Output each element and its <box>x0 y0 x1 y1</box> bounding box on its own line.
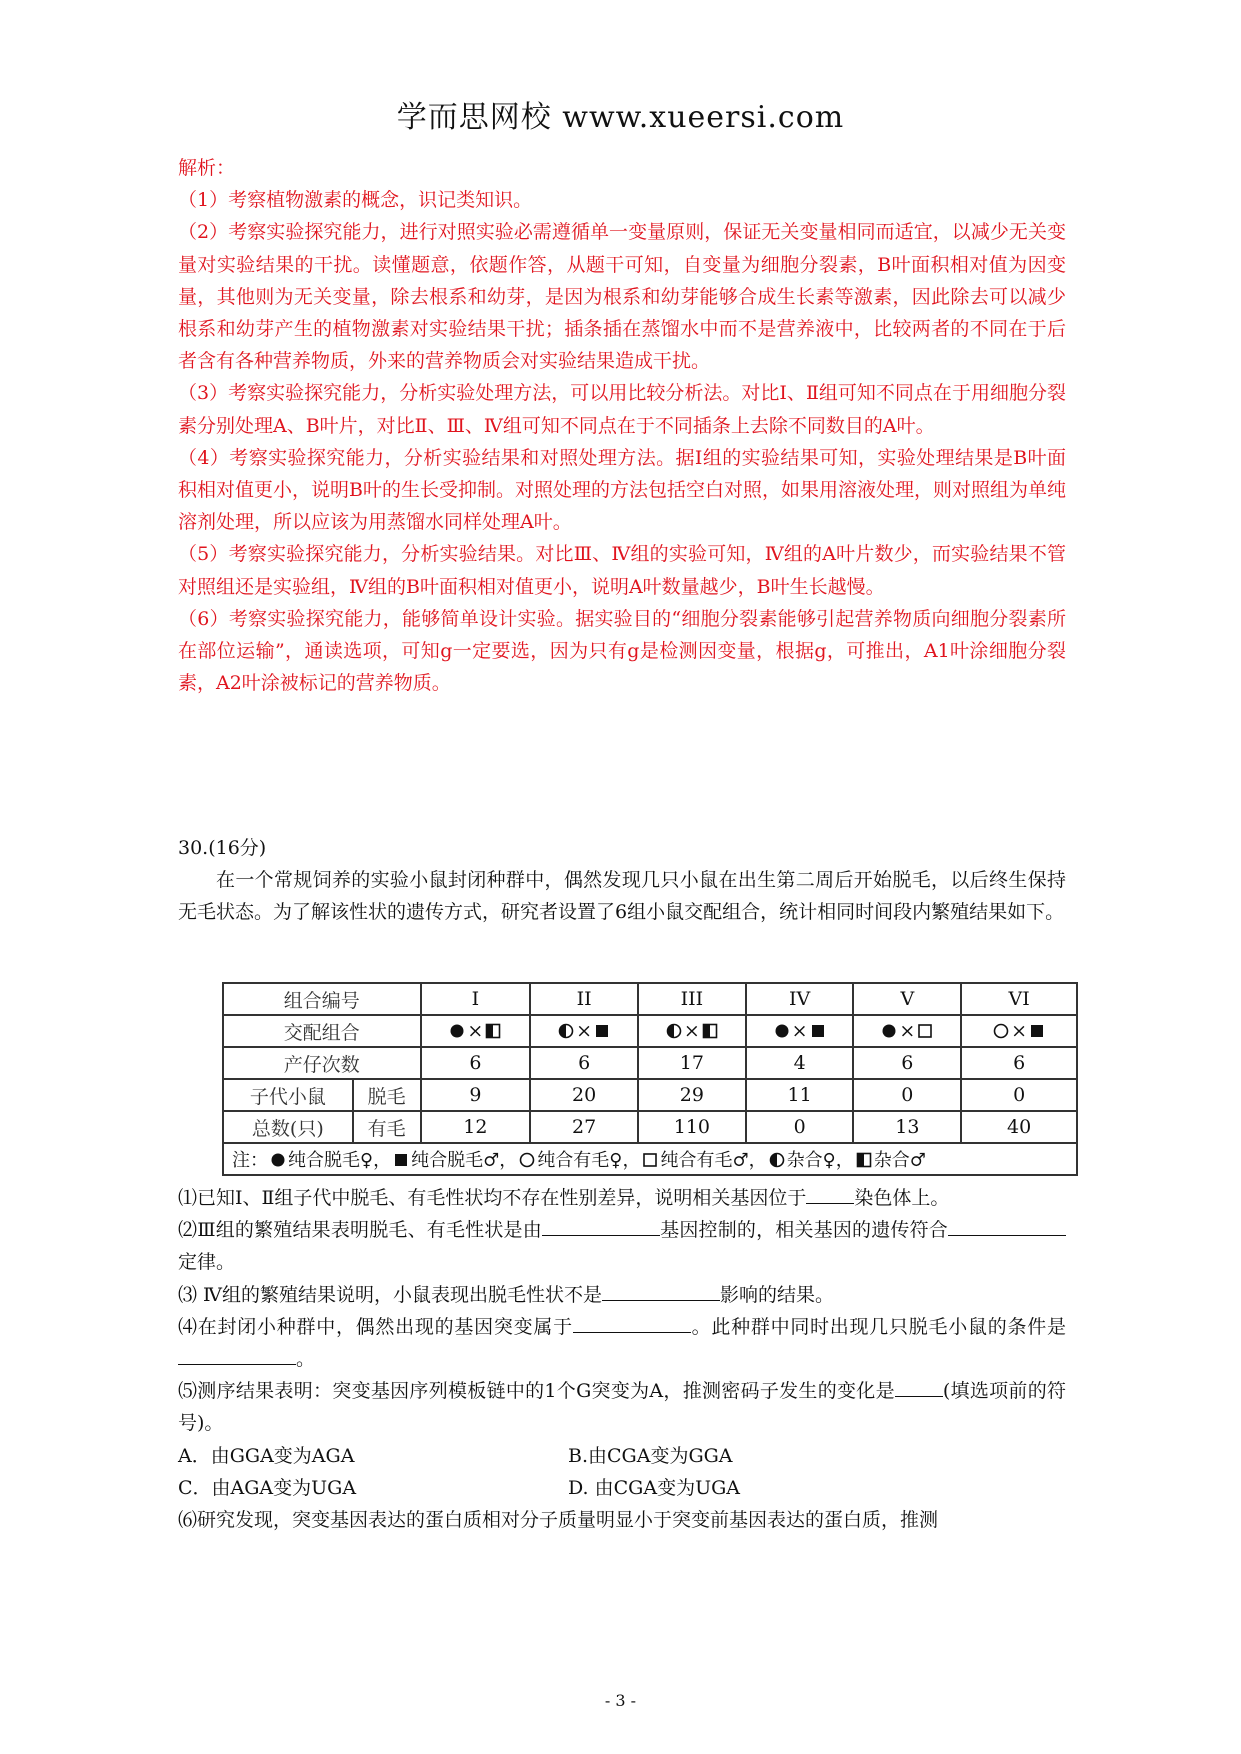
hairless-cell: 20 <box>530 1079 638 1111</box>
homozygous-hairless-male-icon <box>810 1023 826 1039</box>
legend-item: 纯合有毛♀， <box>537 1150 641 1171</box>
page-header: 学而思网校 www.xueersi.com <box>396 100 845 135</box>
header-cross-label: 交配组合 <box>223 1015 421 1047</box>
explanation-item-2: （2）考察实验探究能力，进行对照实验必需遵循单一变量原则，保证无关变量相同而适宜，以减少无关变量对实验结果的干扰。读懂题意，依题作答，从题干可知，自变量为细胞分裂素，B叶面积相对值为因变量，其他则为无关变量，除去根系和幼芽，是因为根系和幼芽能够合成生长素等激素，因此除去可以减少根系和幼芽产生的植物激素对实验结果干扰；插条插在蒸馏水中而不是营养液中，比较两者的不同在于后者含有各种营养物质，外来的营养物质会对实验结果造成干扰。 <box>178 221 1066 373</box>
sub2-text-b: 基因控制的，相关基因的遗传符合 <box>659 1219 948 1242</box>
answer-blank[interactable] <box>948 1215 1066 1236</box>
haired-cell: 13 <box>853 1111 961 1143</box>
heterozygous-female-icon <box>558 1023 574 1039</box>
births-cell: 6 <box>530 1047 638 1079</box>
group-id: V <box>853 983 961 1015</box>
header-group-label: 组合编号 <box>223 983 421 1015</box>
explanation-item-6: （6）考察实验探究能力，能够简单设计实验。据实验目的“细胞分裂素能够引起营养物质向细胞分裂素所在部位运输”，通读选项，可知g一定要选，因为只有g是检测因变量，根据g，可推出，A1叶涂细胞分裂素，A2叶涂被标记的营养物质。 <box>178 607 1066 695</box>
sub2-text-c: 定律。 <box>178 1251 236 1274</box>
births-cell: 6 <box>421 1047 531 1079</box>
sub1-text-b: 染色体上。 <box>854 1187 950 1209</box>
haired-cell: 12 <box>421 1111 531 1143</box>
sub-question-6: ⑹研究发现，突变基因表达的蛋白质相对分子质量明显小于突变前基因表达的蛋白质，推测 <box>178 1508 939 1531</box>
legend-item: 杂合♀， <box>786 1150 854 1171</box>
cross-cell <box>421 1015 531 1047</box>
option-c: C．由AGA变为UGA <box>178 1476 357 1499</box>
sub-questions <box>178 1182 1066 1536</box>
answer-blank[interactable] <box>542 1215 660 1236</box>
sub-question-1 <box>178 1182 1066 1214</box>
table-legend <box>223 1143 1077 1175</box>
answer-blank[interactable] <box>602 1280 720 1301</box>
explanation-item-3: （3）考察实验探究能力，分析实验处理方法，可以用比较分析法。对比Ⅰ、Ⅱ组可知不同点在于用细胞分裂素分别处理A、B叶片，对比Ⅱ、Ⅲ、Ⅳ组可知不同点在于不同插条上去除不同数目的A叶。 <box>178 382 1066 437</box>
heterozygous-female-icon <box>666 1023 682 1039</box>
sub-question-4 <box>178 1311 1066 1375</box>
question-30 <box>178 832 1066 928</box>
homozygous-hairless-female-icon <box>881 1023 897 1039</box>
sub5-text-a: ⑸测序结果表明：突变基因序列模板链中的1个G突变为A，推测密码子发生的变化是 <box>178 1380 895 1403</box>
legend-prefix: 注： <box>232 1150 268 1171</box>
homozygous-haired-male-icon <box>642 1152 658 1168</box>
homozygous-haired-female-icon <box>519 1152 535 1168</box>
haired-cell: 27 <box>530 1111 638 1143</box>
sub-question-2 <box>178 1214 1066 1278</box>
header-haired-label: 有毛 <box>353 1111 421 1143</box>
breeding-table <box>222 982 1078 1176</box>
cross-sign: × <box>683 1020 700 1042</box>
explanation-item-1: （1）考察植物激素的概念，识记类知识。 <box>178 189 533 212</box>
heterozygous-female-icon <box>769 1152 785 1168</box>
answer-blank[interactable] <box>895 1376 943 1397</box>
explanation-title: 解析： <box>178 157 236 179</box>
homozygous-haired-female-icon <box>993 1023 1009 1039</box>
question-stem: 在一个常规饲养的实验小鼠封闭种群中，偶然发现几只小鼠在出生第二周后开始脱毛，以后终生保持无毛状态。为了解该性状的遗传方式，研究者设置了6组小鼠交配组合，统计相同时间段内繁殖结果如下。 <box>178 869 1066 923</box>
explanation-item-5: （5）考察实验探究能力，分析实验结果。对比Ⅲ、Ⅳ组的实验可知，Ⅳ组的A叶片数少，而实验结果不管对照组还是实验组，Ⅳ组的B叶面积相对值更小，说明A叶数量越少，B叶生长越慢。 <box>178 543 1066 598</box>
heterozygous-male-icon <box>485 1023 501 1039</box>
homozygous-hairless-male-icon <box>594 1023 610 1039</box>
cross-sign: × <box>1011 1020 1028 1042</box>
hairless-cell: 9 <box>421 1079 531 1111</box>
hairless-cell: 0 <box>961 1079 1077 1111</box>
explanation-section <box>178 152 1066 699</box>
option-d: D. 由CGA变为UGA <box>568 1476 740 1499</box>
haired-cell: 0 <box>746 1111 854 1143</box>
hairless-cell: 11 <box>746 1079 854 1111</box>
sub4-text-a: ⑷在封闭小种群中，偶然出现的基因突变属于 <box>178 1315 573 1338</box>
births-cell: 6 <box>961 1047 1077 1079</box>
legend-item: 纯合脱毛♀， <box>288 1150 392 1171</box>
group-id: III <box>638 983 746 1015</box>
sub4-text-c: 。 <box>296 1348 316 1371</box>
options-block <box>178 1440 1066 1504</box>
homozygous-hairless-female-icon <box>270 1152 286 1168</box>
cross-cell <box>853 1015 961 1047</box>
heterozygous-male-icon <box>702 1023 718 1039</box>
answer-blank[interactable] <box>178 1344 296 1365</box>
sub3-text-a: ⑶ Ⅳ组的繁殖结果说明，小鼠表现出脱毛性状不是 <box>178 1283 603 1306</box>
hairless-cell: 29 <box>638 1079 746 1111</box>
option-a: A．由GGA变为AGA <box>178 1444 355 1467</box>
question-number: 30.(16分) <box>178 837 267 859</box>
legend-item: 杂合♂ <box>873 1150 926 1171</box>
explanation-item-4: （4）考察实验探究能力，分析实验结果和对照处理方法。据Ⅰ组的实验结果可知，实验处理结果是B叶面积相对值更小，说明B叶的生长受抑制。对照处理的方法包括空白对照，如果用溶液处理，则对照组为单纯溶剂处理，所以应该为用蒸馏水同样处理A叶。 <box>178 446 1066 534</box>
cross-sign: × <box>576 1020 593 1042</box>
births-cell: 17 <box>638 1047 746 1079</box>
sub-question-5 <box>178 1375 1066 1439</box>
legend-item: 纯合有毛♂， <box>660 1150 767 1171</box>
haired-cell: 110 <box>638 1111 746 1143</box>
legend-item: 纯合脱毛♂， <box>411 1150 518 1171</box>
homozygous-haired-male-icon <box>917 1023 933 1039</box>
births-cell: 4 <box>746 1047 854 1079</box>
sub2-text-a: ⑵Ⅲ组的繁殖结果表明脱毛、有毛性状是由 <box>178 1219 542 1242</box>
option-b: B.由CGA变为GGA <box>568 1444 733 1467</box>
sub3-text-b: 影响的结果。 <box>720 1283 835 1306</box>
group-id: VI <box>961 983 1077 1015</box>
cross-sign: × <box>467 1020 484 1042</box>
answer-blank[interactable] <box>806 1183 854 1204</box>
heterozygous-male-icon <box>856 1152 872 1168</box>
answer-blank[interactable] <box>573 1312 691 1333</box>
cross-cell <box>961 1015 1077 1047</box>
header-births-label: 产仔次数 <box>223 1047 421 1079</box>
sub-question-3 <box>178 1279 1066 1311</box>
homozygous-hairless-male-icon <box>1029 1023 1045 1039</box>
sub1-text-a: ⑴已知Ⅰ、Ⅱ组子代中脱毛、有毛性状均不存在性别差异，说明相关基因位于 <box>178 1187 807 1209</box>
header-hairless-label: 脱毛 <box>353 1079 421 1111</box>
cross-sign: × <box>899 1020 916 1042</box>
cross-cell <box>746 1015 854 1047</box>
sub4-text-b: 。此种群中同时出现几只脱毛小鼠的条件是 <box>690 1315 1066 1338</box>
group-id: IV <box>746 983 854 1015</box>
header-offspring-label-1: 子代小鼠 <box>223 1079 353 1111</box>
header-offspring-label-2: 总数(只) <box>223 1111 353 1143</box>
hairless-cell: 0 <box>853 1079 961 1111</box>
cross-sign: × <box>791 1020 808 1042</box>
cross-cell <box>638 1015 746 1047</box>
homozygous-hairless-female-icon <box>774 1023 790 1039</box>
group-id: II <box>530 983 638 1015</box>
cross-cell <box>530 1015 638 1047</box>
births-cell: 6 <box>853 1047 961 1079</box>
page-number: - 3 - <box>604 1691 637 1710</box>
haired-cell: 40 <box>961 1111 1077 1143</box>
homozygous-hairless-female-icon <box>449 1023 465 1039</box>
sub5-text-b: (填选项前的符号)。 <box>178 1380 1066 1435</box>
group-id: I <box>421 983 531 1015</box>
homozygous-hairless-male-icon <box>393 1152 409 1168</box>
